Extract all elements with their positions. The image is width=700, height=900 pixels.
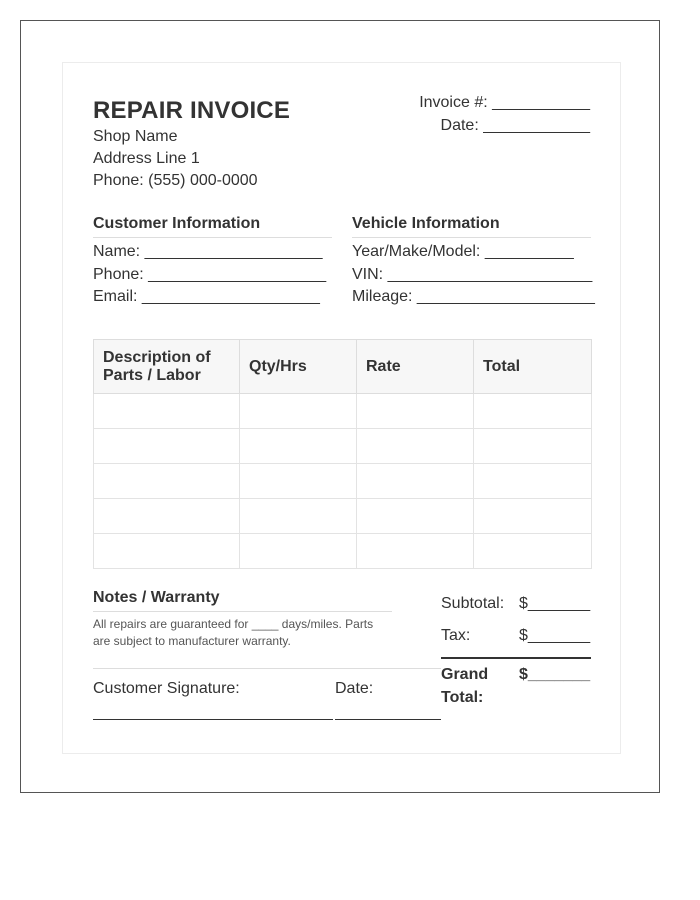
column-header-qty-hrs: Qty/Hrs — [240, 340, 357, 394]
table-cell-description[interactable] — [94, 464, 240, 499]
page-frame — [20, 20, 660, 793]
notes-divider — [93, 611, 392, 612]
table-cell-total[interactable] — [474, 464, 592, 499]
table-header-row — [94, 340, 592, 394]
vehicle-vin-field[interactable]: VIN: _______________________ — [352, 266, 593, 283]
table-cell-rate[interactable] — [357, 534, 474, 569]
vehicle-info-divider — [352, 237, 591, 238]
table-row — [94, 499, 592, 534]
shop-phone: Phone: (555) 000-0000 — [93, 172, 258, 189]
invoice-sheet — [62, 62, 621, 754]
signature-date-line[interactable] — [335, 719, 441, 720]
table-cell-description[interactable] — [94, 534, 240, 569]
table-cell-qty-hrs[interactable] — [240, 464, 357, 499]
invoice-title: REPAIR INVOICE — [93, 97, 291, 124]
table-cell-total[interactable] — [474, 499, 592, 534]
column-header-description: Description of Parts / Labor — [94, 340, 240, 394]
shop-address: Address Line 1 — [93, 150, 200, 167]
table-cell-rate[interactable] — [357, 499, 474, 534]
table-cell-total[interactable] — [474, 429, 592, 464]
table-cell-qty-hrs[interactable] — [240, 429, 357, 464]
customer-info-heading: Customer Information — [93, 215, 261, 232]
tax-field[interactable]: $_______ — [519, 627, 591, 644]
customer-signature-line[interactable] — [93, 719, 333, 720]
table-cell-description[interactable] — [94, 394, 240, 429]
grand-total-label-line1: Grand — [441, 666, 489, 683]
table-cell-description[interactable] — [94, 429, 240, 464]
customer-email-field[interactable]: Email: ____________________ — [93, 288, 320, 305]
table-cell-description[interactable] — [94, 499, 240, 534]
table-row — [94, 464, 592, 499]
column-header-total: Total — [474, 340, 592, 394]
notes-heading: Notes / Warranty — [93, 589, 220, 606]
signature-date-label: Date: — [335, 680, 374, 697]
column-header-rate: Rate — [357, 340, 474, 394]
warranty-text: All repairs are guaranteed for ____ days/miles. Parts are subject to manufacturer warranty. — [93, 617, 374, 648]
customer-phone-field[interactable]: Phone: ____________________ — [93, 266, 327, 283]
grand-total-label-line2: Total: — [441, 689, 484, 706]
customer-info-divider — [93, 237, 332, 238]
table-cell-qty-hrs[interactable] — [240, 394, 357, 429]
subtotal-field[interactable]: $_______ — [519, 595, 591, 612]
subtotal-label: Subtotal: — [441, 595, 505, 612]
table-cell-qty-hrs[interactable] — [240, 499, 357, 534]
vehicle-info-heading: Vehicle Information — [352, 215, 500, 232]
table-row — [94, 534, 592, 569]
line-items-table — [93, 339, 592, 569]
shop-name: Shop Name — [93, 128, 178, 145]
table-cell-rate[interactable] — [357, 464, 474, 499]
grand-total-divider — [441, 657, 591, 659]
invoice-date-field[interactable]: Date: ____________ — [440, 117, 590, 134]
customer-name-field[interactable]: Name: ____________________ — [93, 243, 323, 260]
table-row — [94, 394, 592, 429]
table-cell-rate[interactable] — [357, 429, 474, 464]
table-cell-total[interactable] — [474, 534, 592, 569]
invoice-number-field[interactable]: Invoice #: ___________ — [419, 94, 590, 111]
table-cell-total[interactable] — [474, 394, 592, 429]
vehicle-mileage-field[interactable]: Mileage: ____________________ — [352, 288, 595, 305]
table-cell-qty-hrs[interactable] — [240, 534, 357, 569]
table-row — [94, 429, 592, 464]
vehicle-ymm-field[interactable]: Year/Make/Model: __________ — [352, 243, 574, 260]
customer-signature-label: Customer Signature: — [93, 680, 240, 697]
tax-label: Tax: — [441, 627, 471, 644]
table-cell-rate[interactable] — [357, 394, 474, 429]
notes-bottom-divider — [93, 668, 441, 669]
grand-total-field[interactable]: $_______ — [519, 666, 591, 683]
